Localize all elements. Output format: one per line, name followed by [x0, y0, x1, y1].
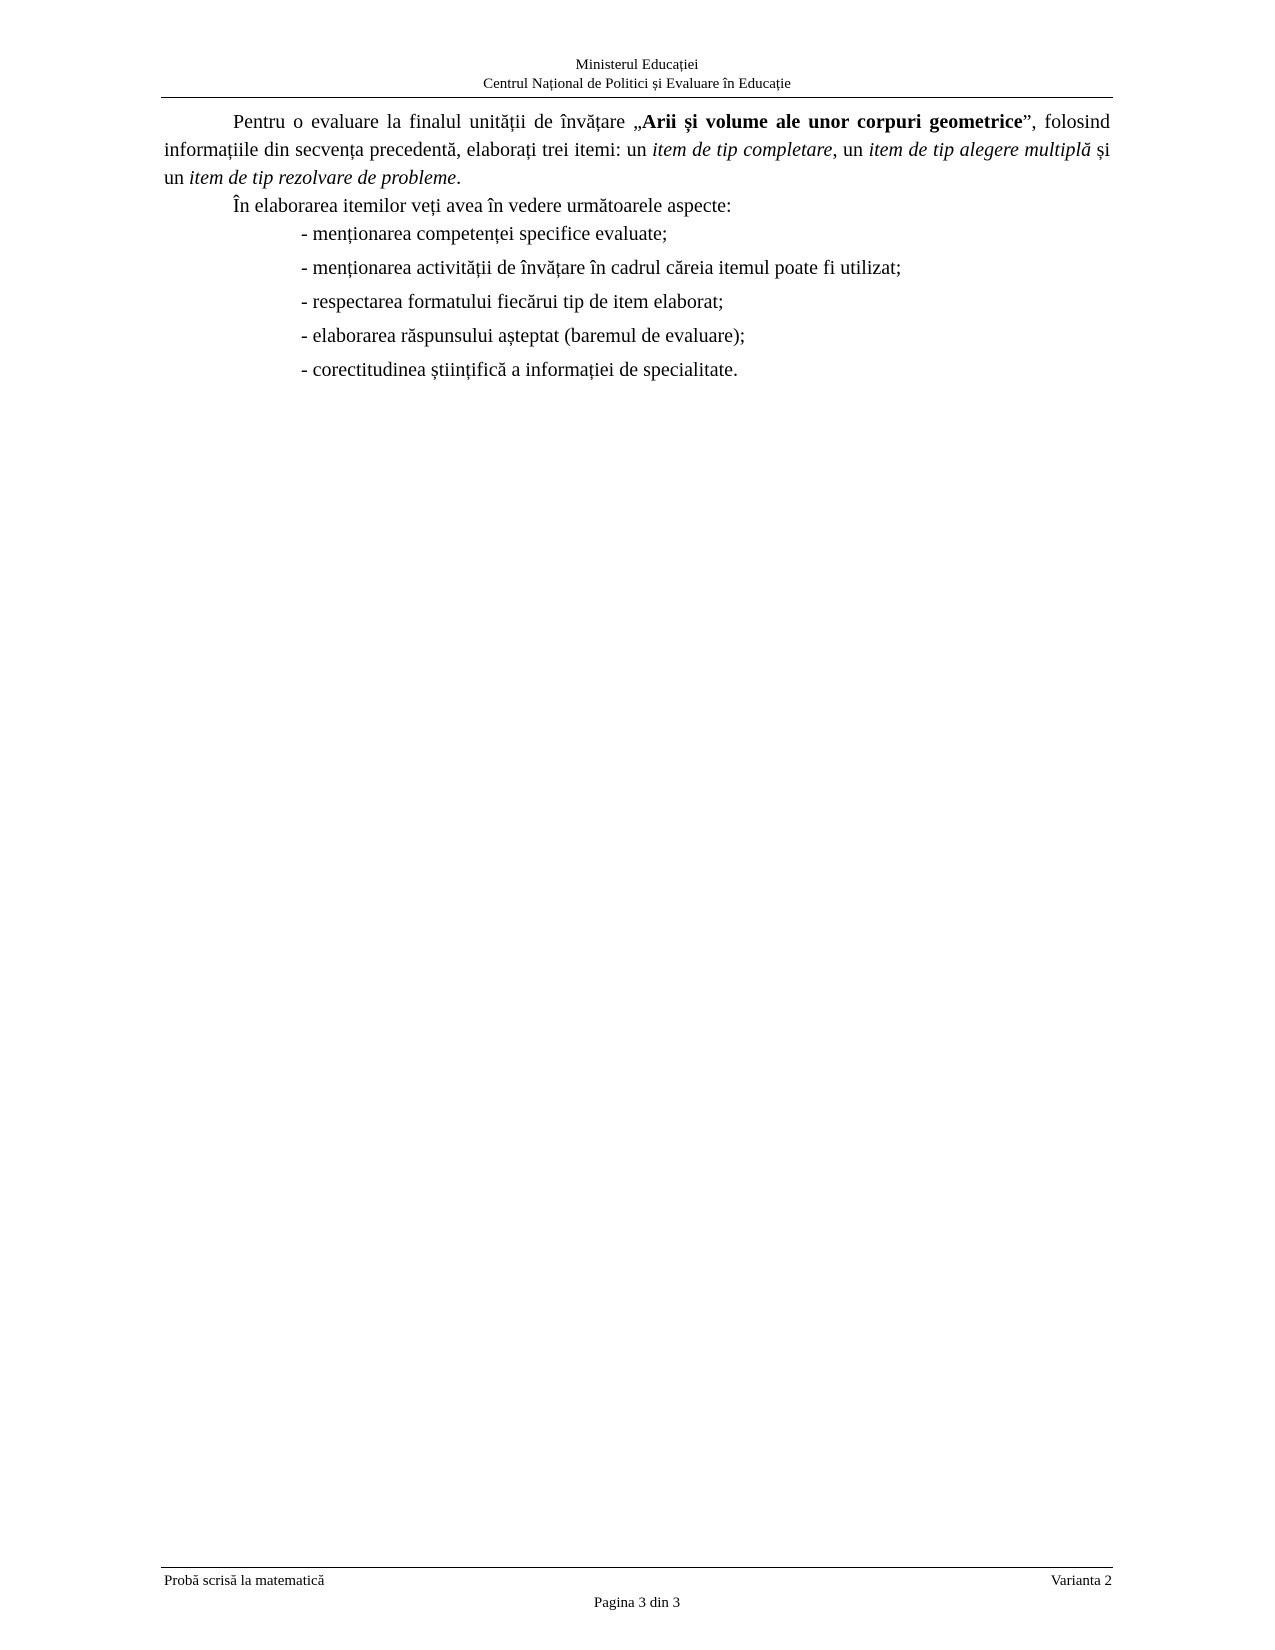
intro-text-2: ”, folosind informațiile din secvența precedentă, elaborați trei itemi: un	[164, 111, 1110, 161]
aspects-list	[164, 220, 1110, 384]
aspect-item: - respectarea formatului fiecărui tip de item elaborat;	[301, 291, 724, 313]
intro-text-5: .	[456, 167, 462, 189]
page-number: Pagina 3 din 3	[593, 1595, 681, 1611]
document-body	[164, 108, 1110, 390]
header-center: Centrul Național de Politici și Evaluare în Educație	[483, 76, 791, 92]
intro-paragraph	[164, 108, 1110, 192]
intro-text-3: , un	[832, 139, 869, 161]
footer-variant: Varianta 2	[1050, 1573, 1112, 1589]
header-divider	[161, 97, 1113, 98]
aspects-lead: În elaborarea itemilor veți avea în vedere următoarele aspecte:	[233, 195, 732, 217]
item-type-problem-solving: item de tip rezolvare de probleme	[189, 167, 457, 189]
unit-title: Arii și volume ale unor corpuri geometrice	[642, 111, 1023, 133]
intro-text-1: Pentru o evaluare la finalul unității de învățare „	[233, 111, 643, 133]
footer-exam-name: Probă scrisă la matematică	[164, 1573, 325, 1589]
item-type-multiple-choice: item de tip alegere multiplă	[868, 139, 1092, 161]
item-type-completion: item de tip completare	[652, 139, 833, 161]
aspect-item: - menționarea competenței specifice evaluate;	[301, 223, 668, 245]
aspect-item: - elaborarea răspunsului așteptat (baremul de evaluare);	[301, 325, 746, 347]
footer-divider	[161, 1567, 1113, 1568]
aspect-item: - menționarea activității de învățare în cadrul căreia itemul poate fi utilizat;	[301, 257, 902, 279]
intro-text-4: și un	[164, 139, 1111, 189]
aspect-item: - corectitudinea științifică a informației de specialitate.	[301, 359, 739, 381]
page-header	[161, 56, 1113, 94]
header-ministry: Ministerul Educației	[575, 57, 699, 73]
